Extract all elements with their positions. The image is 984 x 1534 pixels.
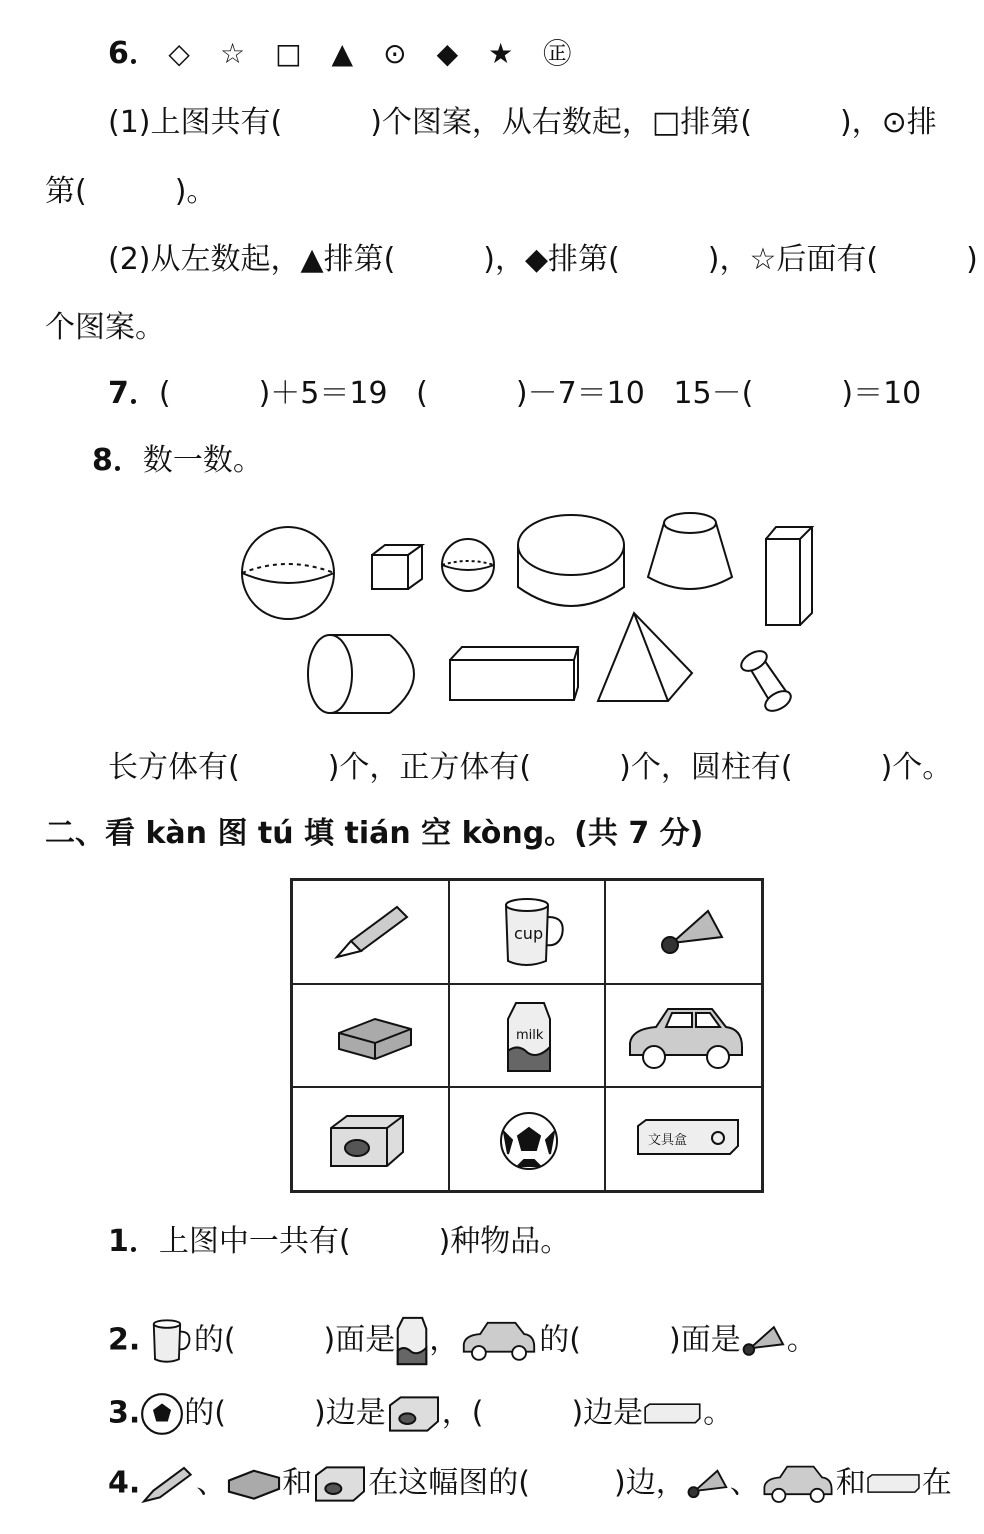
q6-p2e: 个图案。 — [45, 310, 165, 345]
s3-a: 的( — [184, 1395, 226, 1431]
pencil-box-icon-small-2 — [866, 1472, 922, 1496]
grid-cell-eraser — [292, 984, 449, 1088]
grid-cell-cup — [449, 880, 606, 984]
q6-symbol-7: ㊣ — [543, 37, 572, 70]
solid-shapes-figure — [230, 505, 820, 725]
cup-icon-small — [150, 1316, 194, 1366]
s3-b: )边是 — [314, 1395, 386, 1431]
cube-small-shape — [372, 545, 422, 589]
shuttlecock-icon-small-2 — [686, 1468, 730, 1500]
q6-dot: ． — [128, 36, 159, 71]
q8-a: 长方体有( — [108, 750, 240, 785]
s4-number: 4. — [108, 1465, 141, 1501]
q6-part2-line2 — [45, 308, 165, 348]
sphere-small-shape — [442, 539, 494, 591]
eraser-icon — [335, 1015, 415, 1061]
s1-line: 1．上图中一共有( )种物品。 — [108, 1224, 571, 1259]
s4-a: 、 — [196, 1465, 227, 1501]
grid-cell-pencil — [292, 880, 449, 984]
sharpener-icon-small-2 — [312, 1462, 368, 1506]
q6-p1a: (1)上图共有( — [108, 105, 283, 140]
sphere-large-shape — [242, 527, 334, 619]
q7-a: ( — [158, 376, 171, 411]
pencil-icon-small — [140, 1464, 196, 1504]
s3-number: 3. — [108, 1395, 141, 1431]
q8-answer-line — [108, 748, 952, 788]
q8-number: 8 — [92, 443, 113, 478]
cylinder-small-shape — [738, 647, 794, 715]
s3-line — [108, 1392, 733, 1436]
s4-line — [108, 1462, 952, 1506]
soccer-ball-icon-small — [140, 1392, 184, 1436]
q8-b: )个，正方体有( — [327, 750, 532, 785]
s4-f: 和 — [835, 1465, 866, 1501]
s2-e: )面是 — [668, 1322, 741, 1358]
q7-line: 7．( )＋5＝19 ( )－7＝10 15－( )＝10 — [108, 376, 922, 411]
q6-symbol-row — [168, 36, 601, 71]
cylinder-horizontal-shape — [308, 635, 414, 713]
s2-d: 的( — [539, 1322, 581, 1358]
q8-title-line: 8．数一数。 — [92, 443, 263, 478]
q7-d: )－7＝10 — [515, 376, 645, 411]
q6-symbols-line — [108, 34, 601, 74]
grid-cell-milk — [449, 984, 606, 1088]
grid-cell-sharpener — [292, 1087, 449, 1191]
s1-b: )种物品。 — [438, 1224, 571, 1259]
cup-icon — [500, 895, 570, 969]
q6-part1-line2 — [45, 172, 216, 212]
sharpener-icon-small — [386, 1392, 442, 1436]
q6-p1e: )。 — [174, 174, 217, 209]
q8-d: )个。 — [880, 750, 953, 785]
s2-number: 2. — [108, 1322, 141, 1358]
pencil-box-icon-small — [643, 1401, 703, 1427]
q6-symbol-1: ☆ — [219, 37, 246, 70]
q6-p2c: )，☆后面有( — [707, 242, 879, 277]
s2-line — [108, 1315, 817, 1367]
s1-number: 1 — [108, 1224, 129, 1259]
grid-cell-car — [605, 984, 762, 1088]
car-icon-small-2 — [760, 1463, 836, 1505]
q7-number: 7 — [108, 376, 129, 411]
milk-carton-icon — [504, 999, 554, 1075]
q6-symbol-5: ◆ — [436, 37, 459, 70]
pencil-box-icon — [634, 1116, 744, 1160]
s3-d: )边是 — [571, 1395, 644, 1431]
s4-e: 、 — [729, 1465, 760, 1501]
object-grid — [290, 878, 764, 1193]
q8-title: 数一数。 — [142, 443, 263, 478]
q6-p2d: ) — [966, 242, 978, 277]
car-icon-small — [459, 1319, 539, 1363]
q6-p2b: )，◆排第( — [483, 242, 620, 277]
q6-part2-line1 — [108, 240, 978, 280]
pencil-icon — [333, 901, 413, 961]
q6-symbol-4: ⊙ — [383, 37, 407, 70]
pyramid-shape — [598, 613, 692, 701]
cuboid-long-shape — [450, 647, 578, 700]
milk-carton-icon-small — [395, 1315, 429, 1367]
q6-p2a: (2)从左数起，▲排第( — [108, 242, 396, 277]
q6-part1-line1 — [108, 103, 937, 143]
q7-c: ( — [416, 376, 428, 411]
grid-cell-shuttlecock — [605, 880, 762, 984]
s4-g: 在 — [921, 1465, 952, 1501]
q7-b: )＋5＝19 — [258, 376, 388, 411]
s2-f: 。 — [786, 1322, 817, 1358]
sharpener-icon — [327, 1108, 407, 1174]
q6-symbol-6: ★ — [488, 37, 514, 70]
grid-cell-ball — [449, 1087, 606, 1191]
cup-label: cup — [513, 924, 543, 943]
s4-d: )边， — [614, 1465, 686, 1501]
s3-e: 。 — [703, 1395, 734, 1431]
s3-c: ，( — [441, 1395, 484, 1431]
cylinder-flat-shape — [518, 515, 624, 606]
milk-label: milk — [515, 1027, 544, 1043]
cuboid-tall-shape — [766, 527, 812, 625]
q6-symbol-2: □ — [275, 37, 302, 70]
q7-f: )＝10 — [841, 376, 922, 411]
q6-symbol-0: ◇ — [168, 37, 190, 70]
shuttlecock-icon-small — [741, 1324, 787, 1358]
soccer-ball-icon — [498, 1110, 560, 1172]
s2-c: ， — [429, 1322, 460, 1358]
q6-p1b: )个图案，从右数起，□排第( — [370, 105, 752, 140]
s2-b: )面是 — [323, 1322, 396, 1358]
pencil-box-label: 文具盒 — [648, 1133, 688, 1149]
s1-a: 上图中一共有( — [158, 1224, 351, 1259]
q7-e: 15－( — [673, 376, 754, 411]
q6-number: 6 — [108, 36, 129, 71]
shuttlecock-icon — [658, 907, 728, 957]
s4-c: 在这幅图的( — [368, 1465, 530, 1501]
q8-c: )个，圆柱有( — [619, 750, 793, 785]
section2-title: 二、看 kàn 图 tú 填 tián 空 kòng。(共 7 分) — [45, 816, 704, 851]
q6-symbol-3: ▲ — [331, 37, 354, 70]
s2-a: 的( — [193, 1322, 236, 1358]
s4-b: 和 — [282, 1465, 313, 1501]
grid-cell-pencil-box — [605, 1087, 762, 1191]
car-icon — [626, 1003, 746, 1073]
q6-p1d: 第( — [45, 174, 87, 209]
frustum-shape — [648, 513, 732, 589]
eraser-icon-small — [226, 1468, 282, 1500]
q6-p1c: )，⊙排 — [839, 105, 937, 140]
